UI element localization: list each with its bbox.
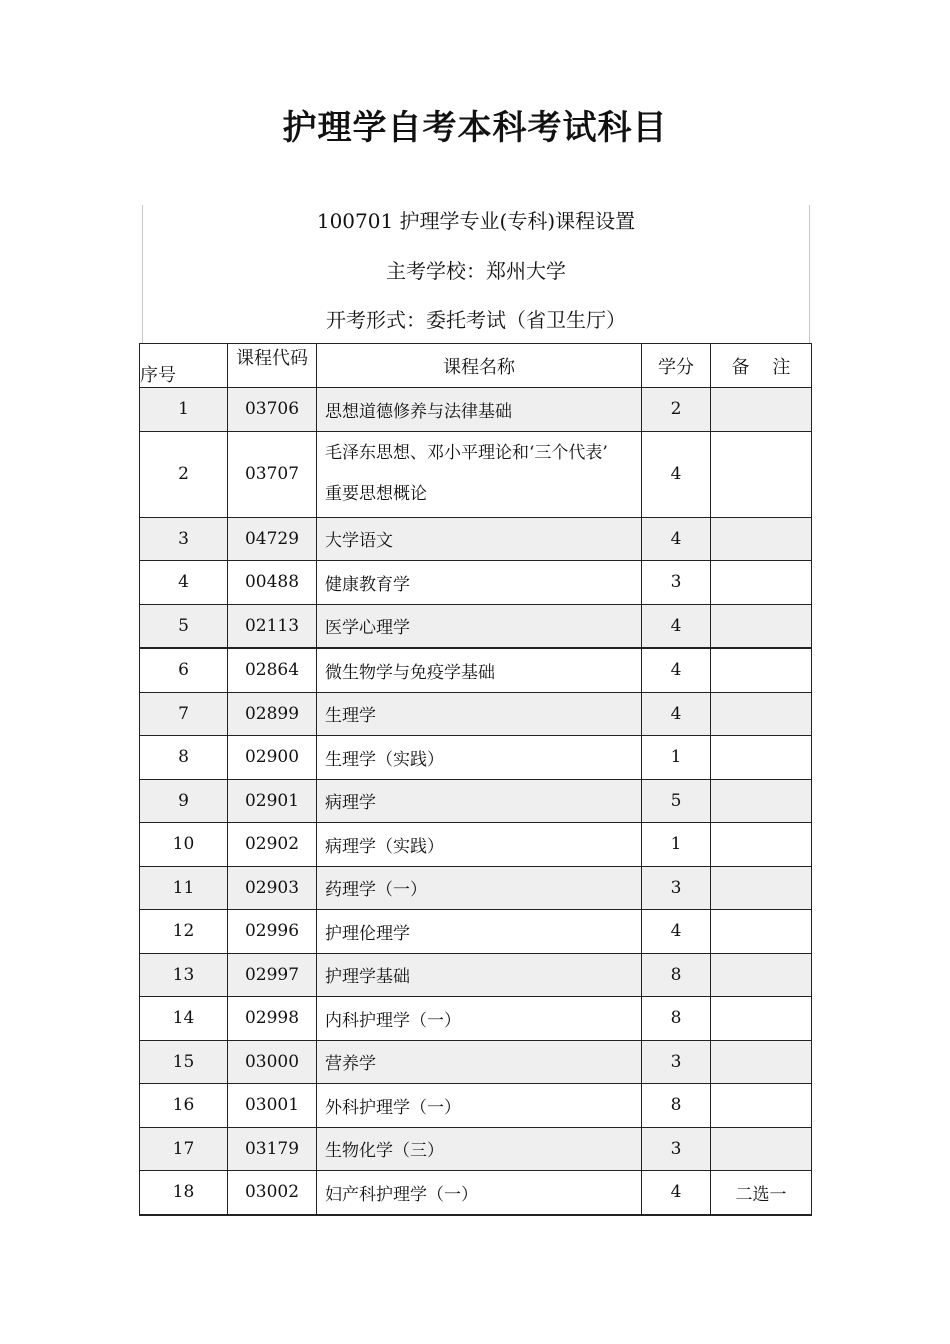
table-header-row: [140, 344, 812, 388]
cell-note: [711, 1127, 812, 1171]
program-name: 100701 护理学专业(专科)课程设置: [316, 209, 636, 233]
course-table: [139, 343, 812, 1216]
cell-credit: 8: [642, 997, 711, 1041]
table-row: [140, 823, 812, 867]
cell-note: [711, 648, 812, 692]
table-row: [140, 561, 812, 605]
table-row: [140, 648, 812, 692]
cell-name: 病理学（实践）: [317, 823, 642, 867]
cell-credit: 4: [642, 648, 711, 692]
cell-code: 03000: [228, 1040, 317, 1084]
cell-seq: 17: [140, 1127, 228, 1171]
cell-code: 02997: [228, 953, 317, 997]
cell-credit: 4: [642, 431, 711, 517]
program-header: [142, 205, 810, 343]
cell-note: [711, 604, 812, 648]
cell-seq: 2: [140, 431, 228, 517]
cell-name-line1: 毛泽东思想、邓小平理论和‘三个代表’: [325, 443, 608, 463]
cell-code: 02903: [228, 866, 317, 910]
table-row: [140, 736, 812, 780]
table-row: [140, 1171, 812, 1215]
cell-code: 02899: [228, 692, 317, 736]
cell-note: [711, 953, 812, 997]
cell-credit: 3: [642, 1127, 711, 1171]
cell-code: 02996: [228, 910, 317, 954]
cell-seq: 11: [140, 866, 228, 910]
cell-name: 药理学（一）: [317, 866, 642, 910]
table-row: [140, 388, 812, 432]
table-row: [140, 517, 812, 561]
cell-name: 内科护理学（一）: [317, 997, 642, 1041]
cell-code: 03706: [228, 388, 317, 432]
cell-credit: 3: [642, 866, 711, 910]
table-row: [140, 1040, 812, 1084]
cell-credit: 4: [642, 604, 711, 648]
cell-seq: 13: [140, 953, 228, 997]
cell-code: 00488: [228, 561, 317, 605]
cell-name: [317, 431, 642, 517]
col-header-name: 课程名称: [317, 344, 642, 388]
cell-name: 护理学基础: [317, 953, 642, 997]
cell-code: 03001: [228, 1084, 317, 1128]
cell-code: 02902: [228, 823, 317, 867]
cell-note: [711, 866, 812, 910]
table-row: [140, 1084, 812, 1128]
cell-name: 护理伦理学: [317, 910, 642, 954]
cell-code: 03179: [228, 1127, 317, 1171]
cell-seq: 7: [140, 692, 228, 736]
cell-note: 二选一: [711, 1171, 812, 1215]
cell-code: 03707: [228, 431, 317, 517]
cell-name: 生理学（实践）: [317, 736, 642, 780]
cell-code: 04729: [228, 517, 317, 561]
cell-note: [711, 823, 812, 867]
cell-seq: 1: [140, 388, 228, 432]
col-header-seq: 序号: [140, 344, 228, 388]
cell-seq: 14: [140, 997, 228, 1041]
cell-note: [711, 692, 812, 736]
col-header-note: 备 注: [711, 344, 812, 388]
cell-code: 02901: [228, 779, 317, 823]
cell-name: 大学语文: [317, 517, 642, 561]
table-row: [140, 866, 812, 910]
cell-name: 营养学: [317, 1040, 642, 1084]
table-row: [140, 997, 812, 1041]
cell-note: [711, 517, 812, 561]
cell-note: [711, 561, 812, 605]
cell-seq: 5: [140, 604, 228, 648]
cell-credit: 1: [642, 736, 711, 780]
cell-seq: 18: [140, 1171, 228, 1215]
table-row: [140, 953, 812, 997]
exam-form: 开考形式：委托考试（省卫生厅）: [326, 308, 626, 332]
cell-name: 思想道德修养与法律基础: [317, 388, 642, 432]
cell-credit: 4: [642, 517, 711, 561]
cell-name: 微生物学与免疫学基础: [317, 648, 642, 692]
cell-seq: 9: [140, 779, 228, 823]
cell-code: 02900: [228, 736, 317, 780]
cell-credit: 4: [642, 910, 711, 954]
table-row: [140, 604, 812, 648]
col-header-credit: 学分: [642, 344, 711, 388]
table-row: [140, 692, 812, 736]
cell-credit: 8: [642, 953, 711, 997]
cell-name: 病理学: [317, 779, 642, 823]
cell-name: 妇产科护理学（一）: [317, 1171, 642, 1215]
cell-code: 03002: [228, 1171, 317, 1215]
cell-name: 生物化学（三）: [317, 1127, 642, 1171]
cell-code: 02113: [228, 604, 317, 648]
cell-name: 外科护理学（一）: [317, 1084, 642, 1128]
host-school: 主考学校：郑州大学: [386, 259, 566, 283]
cell-seq: 12: [140, 910, 228, 954]
cell-name-line2: 重要思想概论: [325, 484, 427, 504]
table-row: [140, 431, 812, 517]
cell-credit: 3: [642, 561, 711, 605]
cell-credit: 1: [642, 823, 711, 867]
cell-seq: 10: [140, 823, 228, 867]
cell-note: [711, 997, 812, 1041]
cell-seq: 6: [140, 648, 228, 692]
cell-credit: 5: [642, 779, 711, 823]
cell-name: 健康教育学: [317, 561, 642, 605]
table-row: [140, 910, 812, 954]
cell-credit: 3: [642, 1040, 711, 1084]
cell-note: [711, 431, 812, 517]
cell-note: [711, 1040, 812, 1084]
cell-credit: 4: [642, 1171, 711, 1215]
cell-seq: 15: [140, 1040, 228, 1084]
col-header-code: 课程代码: [228, 344, 317, 388]
cell-code: 02998: [228, 997, 317, 1041]
cell-note: [711, 736, 812, 780]
cell-credit: 2: [642, 388, 711, 432]
cell-name: 医学心理学: [317, 604, 642, 648]
cell-note: [711, 388, 812, 432]
cell-seq: 8: [140, 736, 228, 780]
cell-credit: 8: [642, 1084, 711, 1128]
table-row: [140, 1127, 812, 1171]
table-row: [140, 779, 812, 823]
cell-note: [711, 910, 812, 954]
cell-credit: 4: [642, 692, 711, 736]
cell-name: 生理学: [317, 692, 642, 736]
page-title: 护理学自考本科考试科目: [282, 108, 668, 148]
cell-seq: 4: [140, 561, 228, 605]
cell-note: [711, 1084, 812, 1128]
cell-seq: 3: [140, 517, 228, 561]
cell-code: 02864: [228, 648, 317, 692]
cell-note: [711, 779, 812, 823]
cell-seq: 16: [140, 1084, 228, 1128]
